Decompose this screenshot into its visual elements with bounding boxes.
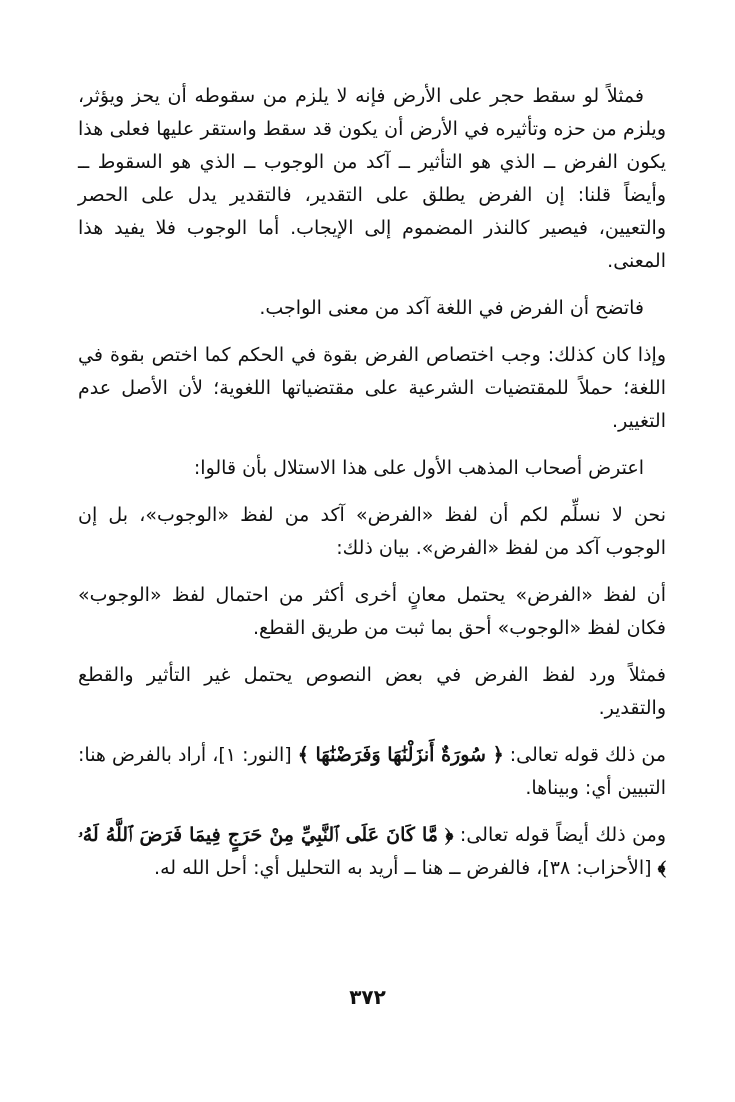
paragraph-2: فاتضح أن الفرض في اللغة آكد من معنى الواجب. [259, 297, 644, 319]
paragraph-3: وإذا كان كذلك: وجب اختصاص الفرض بقوة في الحكم كما اختص بقوة في اللغة؛ حملاً للمقتضيات الشرعية على مقتضياتها اللغوية؛ لأن الأصل عدم التغيير. [78, 344, 666, 432]
paragraph-9-rest: [الأحزاب: ٣٨]، فالفرض ــ هنا ــ أريد به التحليل أي: أحل الله له. [154, 857, 658, 879]
page-number: ٣٧٢ [349, 985, 386, 1009]
paragraph-8-intro: من ذلك قوله تعالى: [503, 744, 666, 766]
page-body [78, 80, 666, 885]
quran-verse-al-ahzab: ﴿ مَّا كَانَ عَلَى ٱلنَّبِيِّ مِنْ حَرَجٍ فِيمَا فَرَضَ ٱللَّهُ لَهُۥ ﴾ [78, 824, 666, 879]
paragraph-4: اعترض أصحاب المذهب الأول على هذا الاستلال بأن قالوا: [193, 457, 644, 479]
paragraph-1: فمثلاً لو سقط حجر على الأرض فإنه لا يلزم من سقوطه أن يحز ويؤثر، ويلزم من حزه وتأثيره في الأرض أن يكون قد سقط واستقر عليها فعلى هذا يكون الفرض ــ الذي هو التأثير ــ آكد من الوجوب ــ الذي هو السقوط ــ وأيضاً قلنا: إن الفرض يطلق على التقدير، فالتقدير يدل على الحصر والتعيين، فيصير كالنذر المضموم إلى الإيجاب. أما الوجوب فلا يفيد هذا المعنى. [78, 85, 666, 272]
paragraph-9 [78, 819, 666, 885]
paragraph-8-rest: [النور: ١]، أراد بالفرض هنا: التبيين أي: وبيناها. [78, 744, 666, 799]
paragraph-8 [78, 739, 666, 805]
paragraph-7: فمثلاً ورد لفظ الفرض في بعض النصوص يحتمل غير التأثير والقطع والتقدير. [78, 664, 666, 719]
paragraph-9-intro: ومن ذلك أيضاً قوله تعالى: [453, 824, 666, 846]
paragraph-5: نحن لا نسلِّم لكم أن لفظ «الفرض» آكد من لفظ «الوجوب»، بل إن الوجوب آكد من لفظ «الفرض». بيان ذلك: [78, 504, 666, 559]
paragraph-6: أن لفظ «الفرض» يحتمل معانٍ أخرى أكثر من احتمال لفظ «الوجوب» فكان لفظ «الوجوب» أحق بما ثبت من طريق القطع. [78, 584, 666, 639]
quran-verse-an-nur: ﴿ سُورَةٌ أَنزَلْنَٰهَا وَفَرَضْنَٰهَا ﴾ [297, 744, 504, 766]
